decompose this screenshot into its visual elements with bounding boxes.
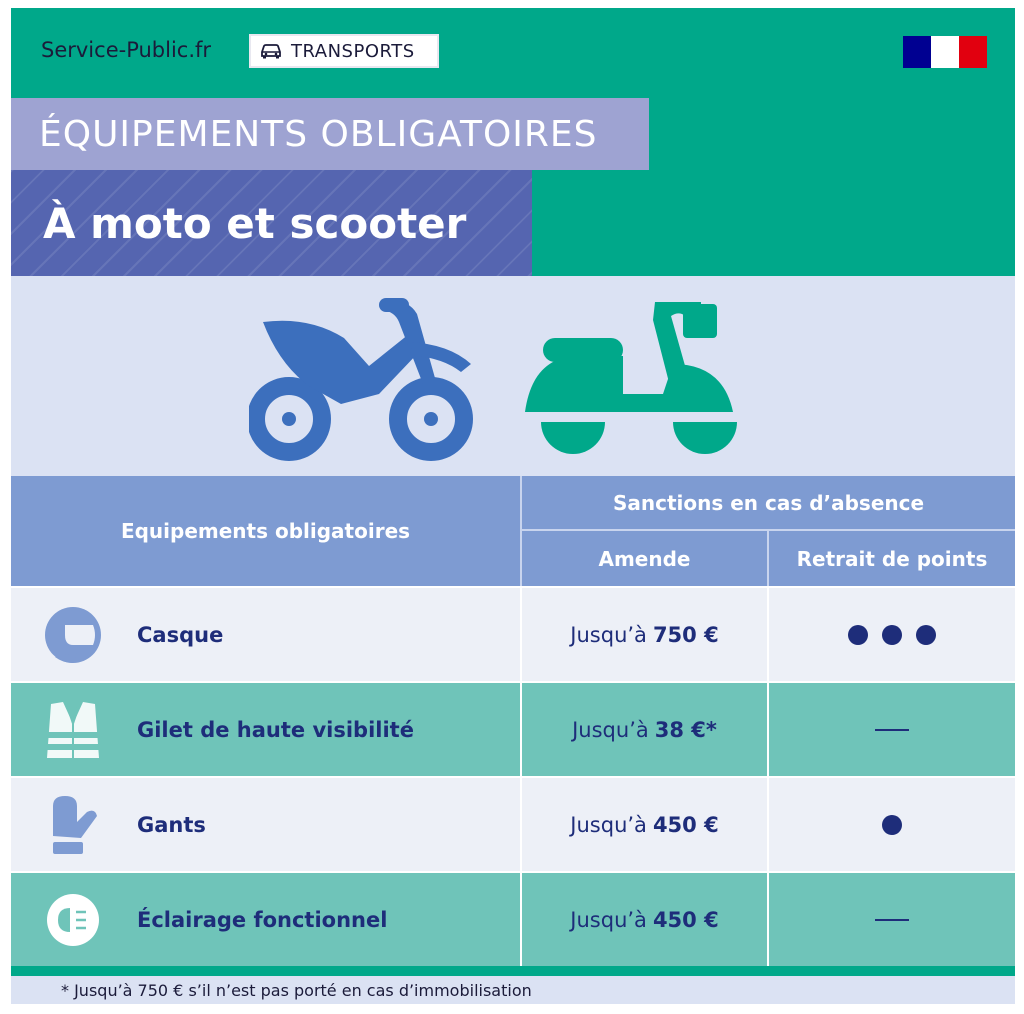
category-tag-label: TRANSPORTS bbox=[291, 40, 415, 62]
equipment-cell bbox=[11, 873, 522, 966]
fine-prefix: Jusqu’à bbox=[572, 717, 649, 742]
category-tag[interactable] bbox=[249, 34, 439, 68]
fine-cell bbox=[522, 683, 769, 776]
equipment-cell bbox=[11, 683, 522, 776]
scooter-icon bbox=[523, 294, 743, 474]
headlight-icon bbox=[41, 888, 105, 952]
flag-blue-stripe bbox=[903, 36, 931, 68]
brand-tld: .fr bbox=[188, 38, 212, 62]
flag-red-stripe bbox=[959, 36, 987, 68]
points-cell bbox=[769, 778, 1015, 871]
equipment-label: Gants bbox=[137, 812, 206, 837]
fine-cell bbox=[522, 873, 769, 966]
footnote: * Jusqu’à 750 € s’il n’est pas porté en cas d’immobilisation bbox=[11, 976, 1015, 1004]
point-dot bbox=[882, 815, 902, 835]
equipment-label: Gilet de haute visibilité bbox=[137, 717, 414, 742]
illustration-band bbox=[11, 276, 1015, 476]
points-indicator bbox=[848, 625, 936, 645]
fine-amount: 750 € bbox=[652, 622, 719, 647]
table-header bbox=[11, 476, 1015, 586]
page-title: À moto et scooter bbox=[11, 170, 532, 276]
table-row bbox=[11, 871, 1015, 966]
col-header-fine: Amende bbox=[522, 531, 769, 586]
helmet-icon bbox=[41, 603, 105, 667]
col-header-sanctions: Sanctions en cas d’absence bbox=[522, 476, 1015, 531]
table-row bbox=[11, 776, 1015, 871]
table-row bbox=[11, 681, 1015, 776]
equipment-label: Éclairage fonctionnel bbox=[137, 907, 388, 932]
fine-prefix: Jusqu’à bbox=[570, 907, 647, 932]
motorcycle-icon bbox=[249, 294, 489, 474]
point-dot bbox=[848, 625, 868, 645]
col-header-points: Retrait de points bbox=[796, 546, 988, 571]
fine-amount: 450 € bbox=[652, 907, 719, 932]
equipment-cell bbox=[11, 588, 522, 681]
infographic-card bbox=[11, 8, 1015, 1004]
fine-amount: 38 €* bbox=[654, 717, 717, 742]
fine-prefix: Jusqu’à bbox=[570, 622, 647, 647]
points-cell bbox=[769, 873, 1015, 966]
no-points-dash bbox=[875, 919, 909, 921]
fine-cell bbox=[522, 778, 769, 871]
col-header-equipment: Equipements obligatoires bbox=[11, 476, 522, 586]
table-row bbox=[11, 586, 1015, 681]
car-icon bbox=[259, 43, 283, 59]
fine-amount: 450 € bbox=[652, 812, 719, 837]
equipment-cell bbox=[11, 778, 522, 871]
safety-vest-icon bbox=[41, 698, 105, 762]
fine-cell bbox=[522, 588, 769, 681]
flag-white-stripe bbox=[931, 36, 959, 68]
points-indicator bbox=[882, 815, 902, 835]
point-dot bbox=[882, 625, 902, 645]
glove-icon bbox=[41, 793, 105, 857]
section-label: ÉQUIPEMENTS OBLIGATOIRES bbox=[11, 98, 649, 170]
points-cell bbox=[769, 683, 1015, 776]
no-points-dash bbox=[875, 729, 909, 731]
republique-francaise-logo bbox=[903, 36, 987, 68]
points-cell bbox=[769, 588, 1015, 681]
equipment-label: Casque bbox=[137, 622, 224, 647]
equipment-table bbox=[11, 476, 1015, 966]
fine-prefix: Jusqu’à bbox=[570, 812, 647, 837]
point-dot bbox=[916, 625, 936, 645]
brand-name: Service-Public bbox=[41, 38, 189, 62]
brand-logo[interactable] bbox=[41, 38, 211, 62]
